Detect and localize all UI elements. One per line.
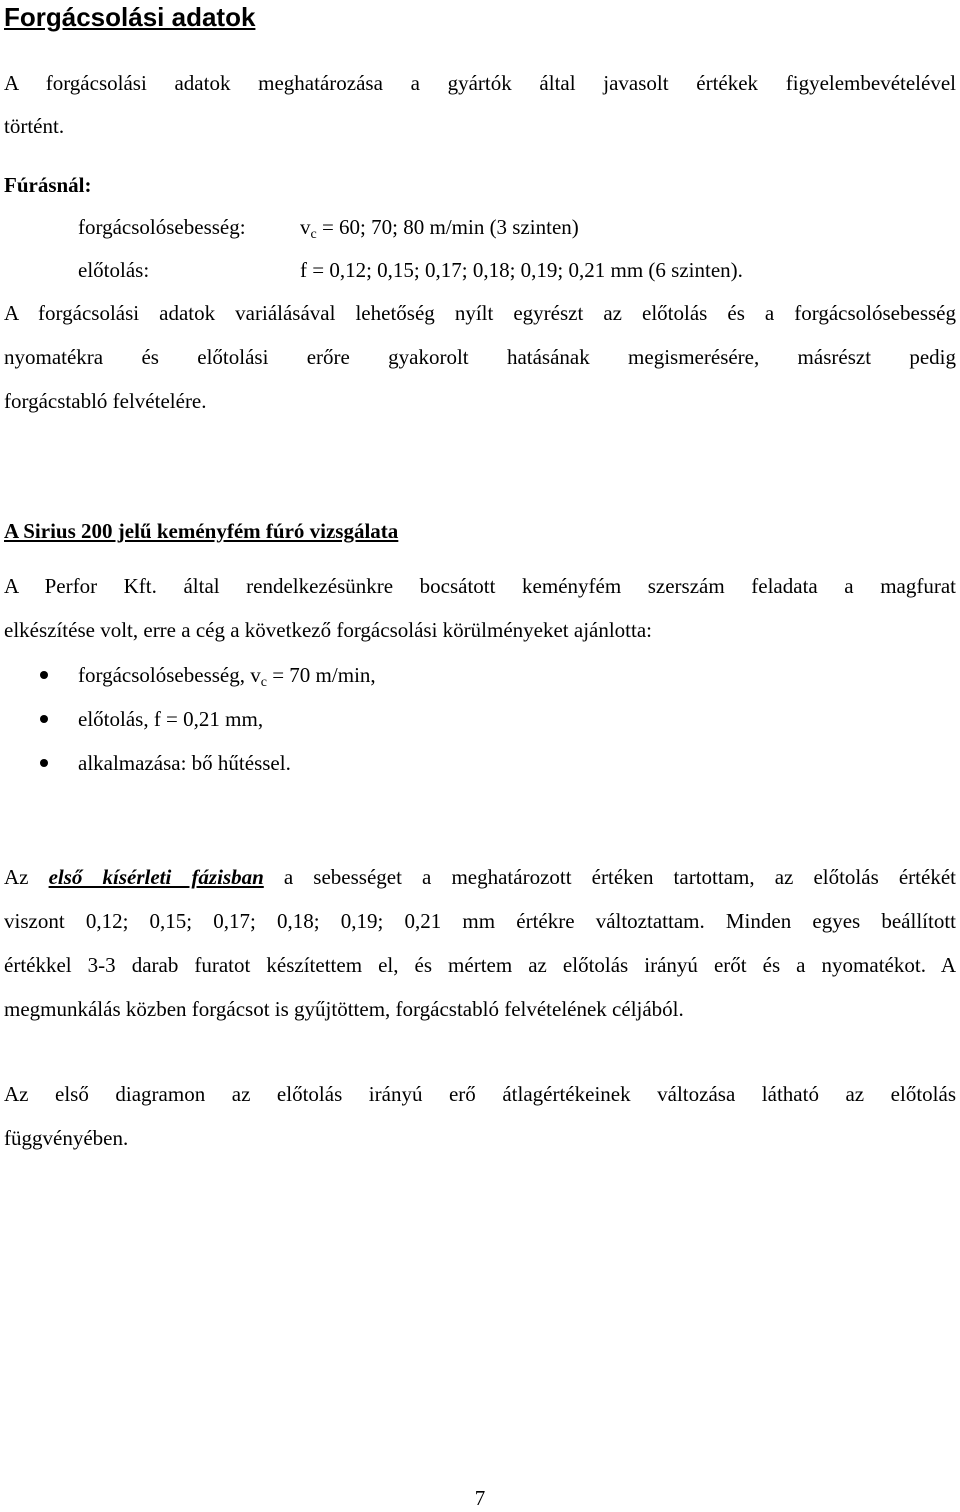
bullet-dot: [40, 715, 48, 723]
speed-label: forgácsolósebesség:: [78, 215, 246, 239]
speed-subscript: c: [310, 227, 317, 242]
drilling-heading: Fúrásnál:: [4, 173, 92, 197]
para2-line-2: elkészítése volt, erre a cég a következő forgácsolási körülményeket ajánlotta:: [4, 618, 653, 642]
bullet-item-1-text: forgácsolósebesség, v: [78, 663, 261, 687]
para2-line-1: A Perfor Kft. által rendelkezésünkre bocsátott keményfém szerszám feladata a magfurat: [4, 574, 956, 598]
bullet-item-1-subscript: c: [260, 675, 267, 690]
bullet-item-2: előtolás, f = 0,21 mm,: [78, 707, 264, 731]
speed-symbol: v: [300, 215, 311, 239]
bullet-item-1: [78, 661, 376, 689]
para1-line-1: A forgácsolási adatok variálásával lehetőség nyílt egyrészt az előtolás és a forgácsolósebesség: [4, 301, 956, 325]
para3-line-2: viszont 0,12; 0,15; 0,17; 0,18; 0,19; 0,21 mm értékre változtattam. Minden egyes beállított: [4, 909, 956, 933]
page-title: Forgácsolási adatok: [4, 2, 256, 32]
intro-line-1: A forgácsolási adatok meghatározása a gyártók által javasolt értékek figyelembevételével: [4, 71, 956, 95]
feed-label: előtolás:: [78, 258, 150, 282]
para3-line-1: [4, 863, 956, 891]
para4-line-1: Az első diagramon az előtolás irányú erő átlagértékeinek változása látható az előtolás: [4, 1082, 956, 1106]
bullet-dot: [40, 759, 48, 767]
bullet-dot: [40, 671, 48, 679]
bullet-item-3: alkalmazása: bő hűtéssel.: [78, 751, 291, 775]
para3-line-1-end: a sebességet a meghatározott értéken tartottam, az előtolás értékét: [263, 865, 956, 889]
para1-line-3: forgácstabló felvételére.: [4, 389, 207, 413]
feed-value: f = 0,12; 0,15; 0,17; 0,18; 0,19; 0,21 mm (6 szinten).: [300, 258, 743, 282]
para3-line-1-start: Az: [4, 865, 49, 889]
page-number: 7: [474, 1486, 486, 1510]
intro-line-2: történt.: [4, 114, 65, 138]
para3-line-4: megmunkálás közben forgácsot is gyűjtöttem, forgácstabló felvételének céljából.: [4, 997, 684, 1021]
section-heading: A Sirius 200 jelű keményfém fúró vizsgálata: [4, 519, 399, 543]
para1-line-2: nyomatékra és előtolási erőre gyakorolt hatásának megismerésére, másrészt pedig: [4, 345, 956, 369]
para4-line-2: függvényében.: [4, 1126, 129, 1150]
bullet-item-1-value: = 70 m/min,: [266, 663, 376, 687]
para3-emphasis: első kísérleti fázisban: [48, 865, 264, 889]
para3-line-3: értékkel 3-3 darab furatot készítettem el, és mértem az előtolás irányú erőt és a nyomatékot. A: [4, 953, 956, 977]
speed-value: [300, 213, 579, 241]
speed-values: = 60; 70; 80 m/min (3 szinten): [316, 215, 579, 239]
